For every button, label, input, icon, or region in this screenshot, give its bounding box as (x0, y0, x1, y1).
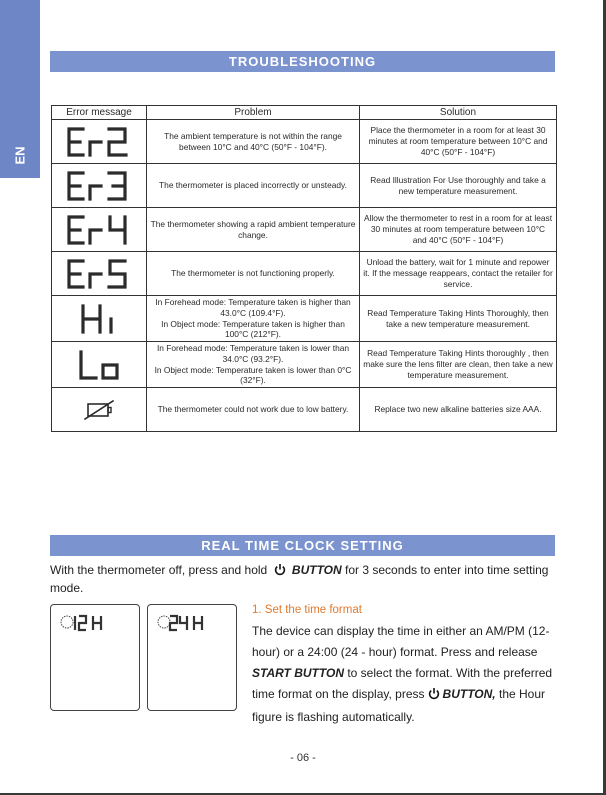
language-tab (0, 0, 40, 178)
clock-segment-icon (156, 613, 220, 633)
header-error-message: Error message (52, 106, 147, 120)
troubleshooting-title: TROUBLESHOOTING (50, 51, 555, 72)
power-icon (274, 563, 286, 580)
step-description (252, 621, 558, 728)
start-button-label: START BUTTON (252, 666, 344, 680)
table-header-row (52, 106, 557, 120)
solution-cell: Unload the battery, wait for 1 minute and repower it. If the message reappears, contact the retailer for service. (360, 252, 557, 296)
table-row (52, 252, 557, 296)
error-code-hi-icon (52, 296, 147, 342)
table-row (52, 120, 557, 164)
solution-cell: Read Illustration For Use thoroughly and take a new temperature measurement. (360, 164, 557, 208)
step-text: to select the format. With the preferred time format on the display, press (252, 666, 553, 701)
battery-empty-icon (52, 388, 147, 432)
error-code-er4-icon (52, 208, 147, 252)
power-button-label: BUTTON (291, 563, 342, 577)
problem-line: In Object mode: Temperature taken is lower than 0°C (32°F). (154, 364, 352, 386)
table-row (52, 208, 557, 252)
problem-line: In Forehead mode: Temperature taken is higher than 43.0°C (109.4°F). (155, 297, 351, 318)
page-number: - 06 - (290, 752, 316, 764)
display-screen-24h (147, 604, 237, 711)
solution-cell: Read Temperature Taking Hints thoroughly , then make sure the lens filter are clean, then take a new temperature measurement. (360, 342, 557, 388)
problem-line: In Forehead mode: Temperature taken is lower than 34.0°C (93.2°F). (156, 343, 350, 364)
header-problem: Problem (147, 106, 360, 120)
clock-segment-icon (59, 613, 123, 633)
problem-cell: The thermometer could not work due to low battery. (147, 388, 360, 432)
table-row (52, 164, 557, 208)
power-icon (428, 686, 440, 707)
clock-setting-title: REAL TIME CLOCK SETTING (50, 535, 555, 556)
step-text: the Hour figure is flashing automatically. (252, 687, 546, 724)
table-row (52, 342, 557, 388)
error-code-lo-icon (52, 342, 147, 388)
intro-text: With the thermometer off, press and hold (50, 563, 268, 577)
error-code-er2-icon (52, 120, 147, 164)
solution-cell: Read Temperature Taking Hints Thoroughly, then take a new temperature measurement. (360, 296, 557, 342)
troubleshooting-table (51, 105, 557, 432)
problem-cell: The thermometer showing a rapid ambient temperature change. (147, 208, 360, 252)
header-solution: Solution (360, 106, 557, 120)
problem-line: In Object mode: Temperature taken is higher than 100°C (212°F). (161, 318, 345, 340)
table-row (52, 296, 557, 342)
intro-text: for 3 seconds to enter into time setting mode. (50, 563, 549, 595)
table-row (52, 388, 557, 432)
problem-cell: The thermometer is placed incorrectly or unsteady. (147, 164, 360, 208)
error-code-er3-icon (52, 164, 147, 208)
power-button-label: BUTTON, (442, 687, 496, 701)
clock-intro (50, 562, 560, 596)
display-screen-12h (50, 604, 140, 711)
error-code-er5-icon (52, 252, 147, 296)
solution-cell: Place the thermometer in a room for at least 30 minutes at room temperature between 10°C and 40°C (50°F - 104°F) (360, 120, 557, 164)
step-text: The device can display the time in either an AM/PM (12-hour) or a 24:00 (24 - hour) format. Press and release (252, 624, 550, 659)
problem-cell (147, 296, 360, 342)
solution-cell: Allow the thermometer to rest in a room for at least 30 minutes at room temperature between 10°C and 40°C (50°F - 104°F) (360, 208, 557, 252)
language-label: EN (12, 146, 28, 165)
problem-cell: The thermometer is not functioning properly. (147, 252, 360, 296)
solution-cell: Replace two new alkaline batteries size AAA. (360, 388, 557, 432)
problem-cell (147, 342, 360, 388)
problem-cell: The ambient temperature is not within the range between 10°C and 40°C (50°F - 104°F). (147, 120, 360, 164)
step-title: 1. Set the time format (252, 604, 362, 616)
